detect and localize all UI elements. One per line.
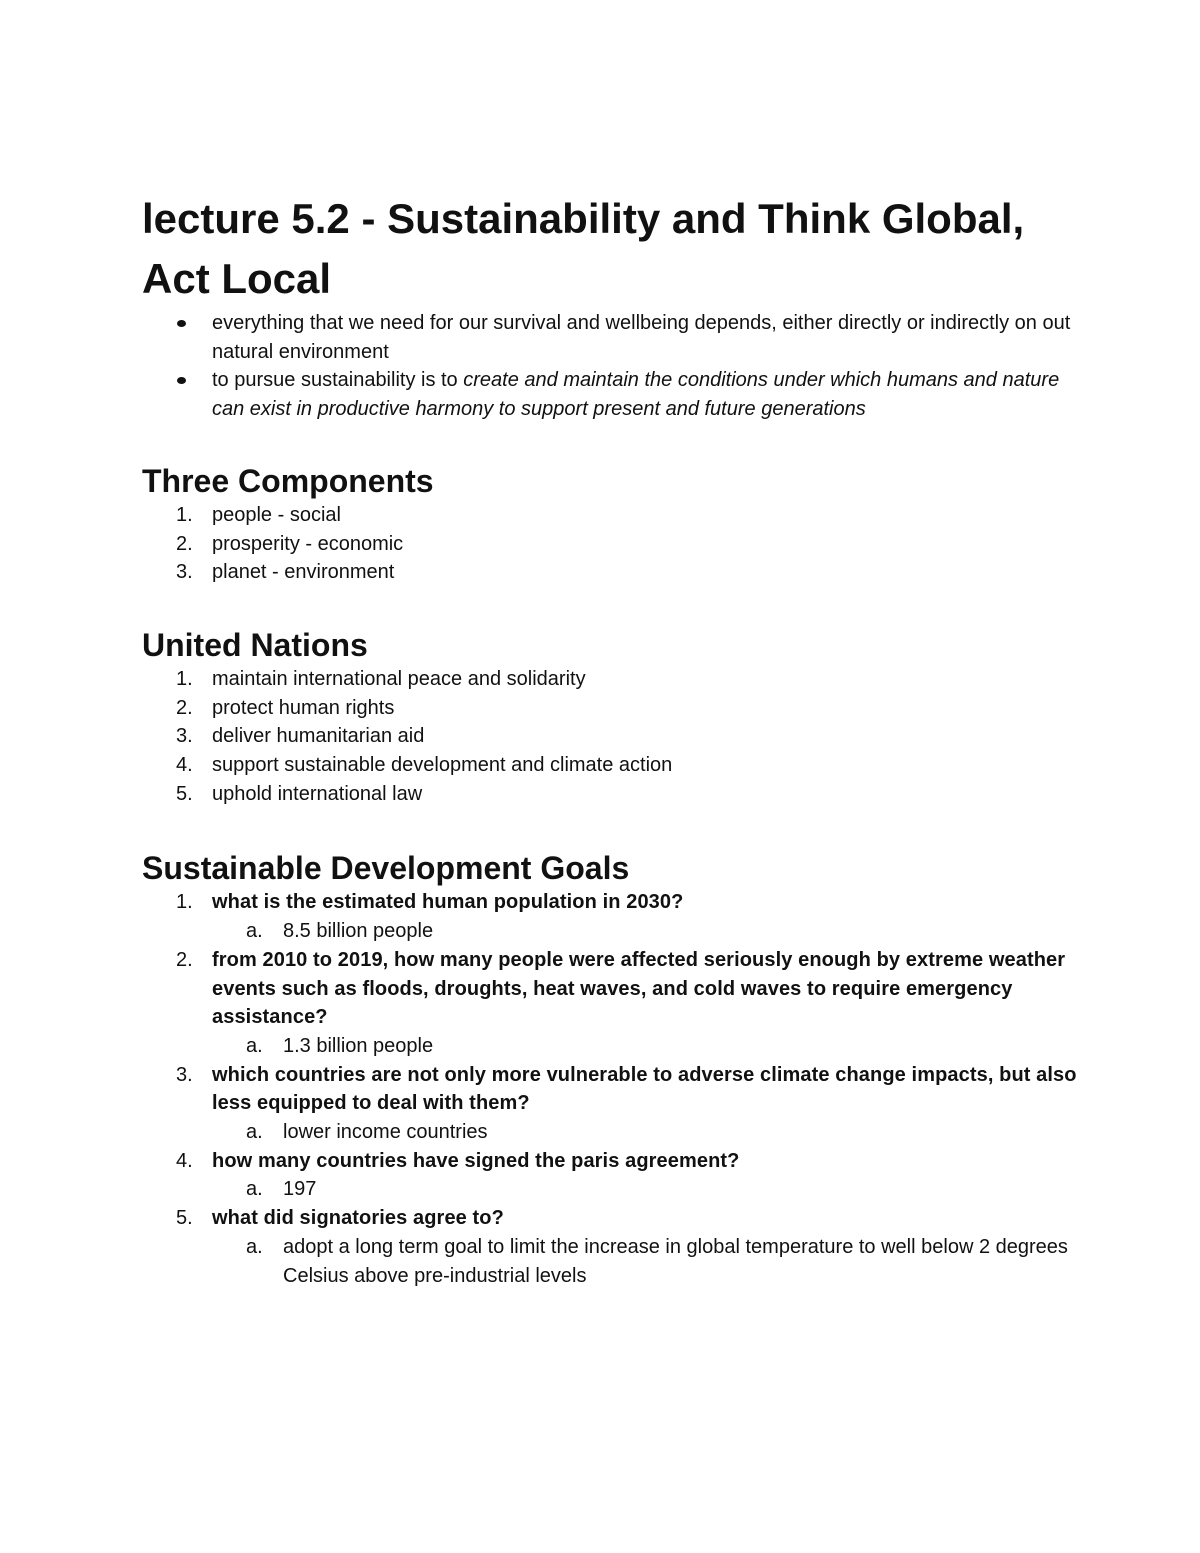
list-item <box>142 530 1082 559</box>
intro-bullet-list <box>142 309 1082 424</box>
list-item <box>142 751 1082 780</box>
list-item-text: protect human rights <box>212 696 395 719</box>
bullet-text: everything that we need for our survival and wellbeing depends, either directly or indirectly on out natural environment <box>212 312 1071 363</box>
question-text: from 2010 to 2019, how many people were affected seriously enough by extreme weather events such as floods, droughts, heat waves, and cold waves to require emergency assistance? <box>212 948 1066 1029</box>
answer-letter: a. <box>246 1034 263 1057</box>
list-item <box>142 558 1082 587</box>
question-text: how many countries have signed the paris agreement? <box>212 1149 740 1172</box>
list-number: 3. <box>176 561 193 584</box>
document-page <box>142 189 1082 1290</box>
section-heading-components: Three Components <box>142 462 434 499</box>
answer-letter: a. <box>246 920 263 943</box>
question-text: what is the estimated human population in 2030? <box>212 891 684 914</box>
list-item <box>142 501 1082 530</box>
bullet-icon <box>177 377 186 384</box>
list-number: 1. <box>176 667 193 690</box>
list-item-text: people - social <box>212 503 341 526</box>
answer-text: 1.3 billion people <box>283 1034 434 1057</box>
list-item-text: planet - environment <box>212 561 395 584</box>
list-item <box>142 309 1082 366</box>
list-number: 5. <box>176 782 193 805</box>
list-item <box>142 694 1082 723</box>
list-number: 3. <box>176 1063 193 1086</box>
list-number: 2. <box>176 948 193 971</box>
list-item <box>142 888 1082 945</box>
list-item <box>142 946 1082 1061</box>
list-number: 5. <box>176 1207 193 1230</box>
list-number: 2. <box>176 696 193 719</box>
answer-text: lower income countries <box>283 1121 488 1144</box>
list-item <box>142 1147 1082 1204</box>
list-item <box>142 1204 1082 1290</box>
list-item <box>142 1061 1082 1147</box>
united-nations-list <box>142 665 1082 809</box>
bullet-text: to pursue sustainability is to <box>212 369 464 392</box>
list-item <box>142 366 1082 423</box>
answer-letter: a. <box>246 1121 263 1144</box>
list-item-text: support sustainable development and climate action <box>212 754 673 777</box>
answer-text: 8.5 billion people <box>283 920 434 943</box>
section-heading-united-nations: United Nations <box>142 626 368 663</box>
list-item <box>142 780 1082 809</box>
list-number: 4. <box>176 1149 193 1172</box>
answer-letter: a. <box>246 1235 263 1258</box>
bullet-icon <box>177 320 186 327</box>
answer-item <box>142 1233 1082 1290</box>
section-heading-sdg: Sustainable Development Goals <box>142 850 630 887</box>
answer-text: adopt a long term goal to limit the increase in global temperature to well below 2 degrees Celsius above pre-industrial levels <box>283 1235 1068 1287</box>
list-number: 3. <box>176 725 193 748</box>
answer-letter: a. <box>246 1178 263 1201</box>
list-number: 4. <box>176 754 193 777</box>
document-title: lecture 5.2 - Sustainability and Think Global, Act Local <box>142 195 1025 302</box>
list-item <box>142 665 1082 694</box>
answer-item <box>142 1032 1082 1061</box>
list-number: 1. <box>176 891 193 914</box>
answer-item <box>142 917 1082 946</box>
list-item-text: uphold international law <box>212 782 423 805</box>
bullet-text-emphasis: create and maintain the conditions under which humans and nature can exist in productive harmony to support present and future generations <box>212 369 1060 421</box>
question-text: which countries are not only more vulnerable to adverse climate change impacts, but also less equipped to deal with them? <box>212 1063 1077 1115</box>
list-number: 2. <box>176 532 193 555</box>
list-item-text: prosperity - economic <box>212 532 404 555</box>
list-number: 1. <box>176 503 193 526</box>
list-item <box>142 722 1082 751</box>
question-text: what did signatories agree to? <box>212 1207 504 1230</box>
sdg-question-list <box>142 888 1082 1290</box>
answer-text: 197 <box>283 1178 317 1201</box>
answer-item <box>142 1118 1082 1147</box>
list-item-text: maintain international peace and solidarity <box>212 667 586 690</box>
answer-item <box>142 1175 1082 1204</box>
components-list <box>142 501 1082 587</box>
list-item-text: deliver humanitarian aid <box>212 725 425 748</box>
